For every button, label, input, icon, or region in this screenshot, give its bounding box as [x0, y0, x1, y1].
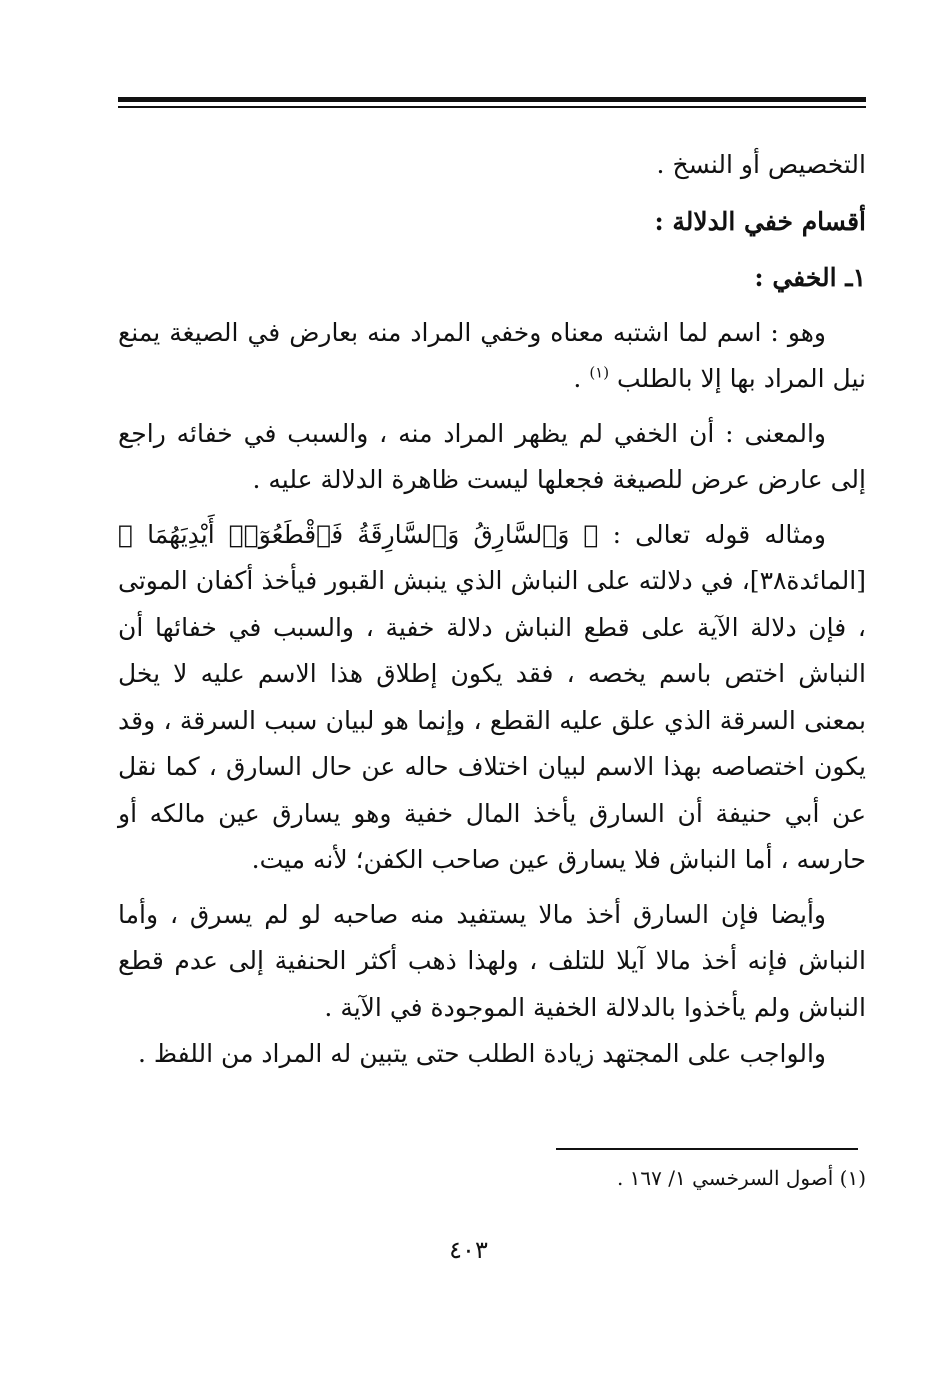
quran-verse: ﴿ وَٱلسَّارِقُ وَٱلسَّارِقَةُ فَٱقْطَعُوٓا۟ أَيْدِيَهُمَا ﴾ [118, 519, 599, 549]
subsection-heading: ١ـ الخفي : [754, 263, 866, 292]
continuation-line: التخصيص أو النسخ . [656, 150, 866, 179]
header-rule-thin [118, 106, 866, 108]
page-number: ٤٠٣ [449, 1236, 488, 1264]
example-intro: ومثاله قوله تعالى : [598, 519, 826, 549]
also-paragraph: وأيضا فإن السارق أخذ مالا يستفيد منه صاحبه لو لم يسرق ، وأما النباش فإنه أخذ مالا آيلا للتلف ، ولهذا ذهب أكثر الحنفية إلى عدم قطع النباش ولم يأخذوا بالدلالة الخفية الموجودة في الآية . [118, 899, 866, 1022]
definition-text: وهو : اسم لما اشتبه معناه وخفي المراد منه بعارض في الصيغة يمنع نيل المراد بها إلا بالطلب [118, 317, 866, 393]
footnote-rule [556, 1148, 858, 1150]
definition-paragraph [118, 310, 866, 403]
duty-paragraph: والواجب على المجتهد زيادة الطلب حتى يتبين له المراد من اللفظ . [137, 1039, 826, 1068]
meaning-paragraph: والمعنى : أن الخفي لم يظهر المراد منه ، والسبب في خفائه راجع إلى عارض عرض للصيغة فجعلها ليست ظاهرة الدلالة عليه . [118, 418, 866, 494]
example-paragraph [118, 512, 866, 884]
definition-end: . [573, 364, 590, 393]
header-rule-thick [118, 97, 866, 102]
section-heading: أقسام خفي الدلالة : [654, 206, 866, 236]
example-body: [المائدة٣٨]، في دلالته على النباش الذي ينبش القبور فيأخذ أكفان الموتى ، فإن دلالة الآية على قطع النباش دلالة خفية ، والسبب في خفائها أن النباش اختص باسم يخصه ، فقد يكون إطلاق هذا الاسم عليه لا يخل بمعنى السرقة الذي علق عليه القطع ، وإنما هو لبيان سبب السرقة ، وقد يكون اختصاصه بهذا الاسم لبيان اختلاف حاله عن حال السارق ، كما نقل عن أبي حنيفة أن السارق يأخذ المال خفية وهو يسارق عين مالكه أو حارسه ، أما النباش فلا يسارق عين صاحب الكفن؛ لأنه ميت. [118, 566, 866, 874]
footnote: (١) أصول السرخسي ١/ ١٦٧ . [616, 1166, 866, 1190]
page-body [118, 142, 866, 1078]
footnote-marker: (١) [589, 363, 610, 382]
